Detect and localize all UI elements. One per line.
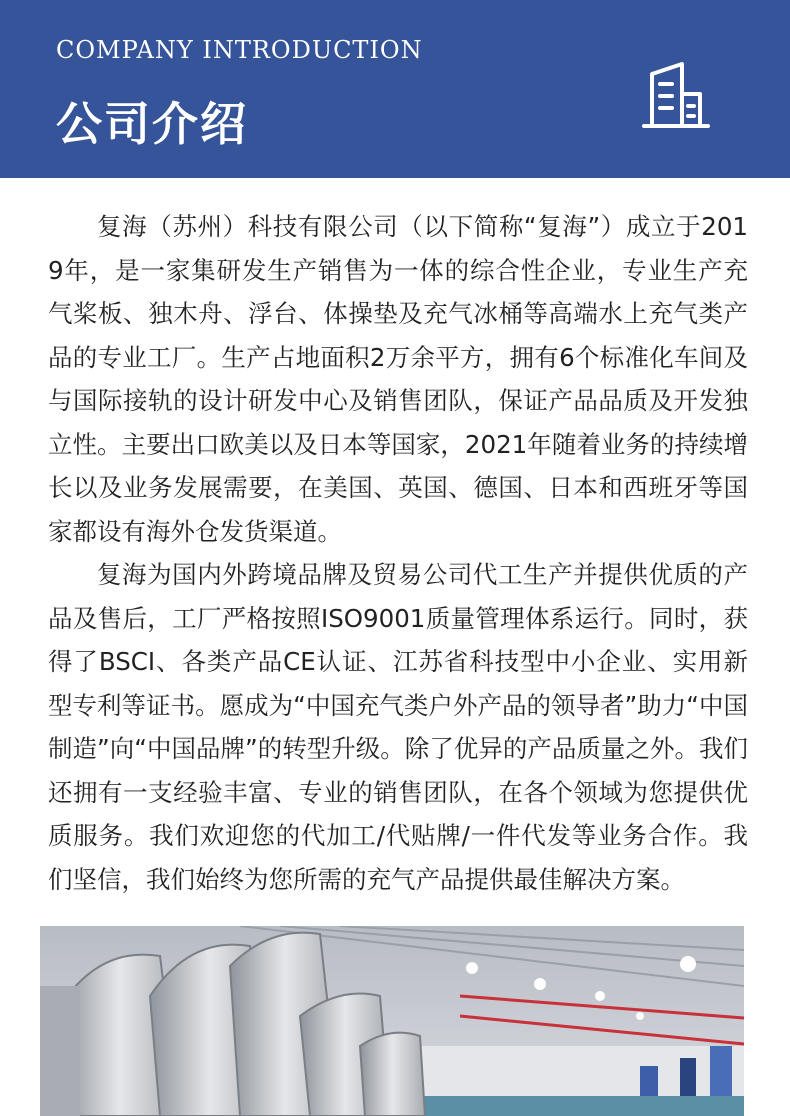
intro-paragraph-2: 复海为国内外跨境品牌及贸易公司代工生产并提供优质的产品及售后，工厂严格按照ISO9001质量管理体系运行。同时，获得了BSCI、各类产品CE认证、江苏省科技型中小企业、实用新型专利等证书。愿成为“中国充气类户外产品的领导者”助力“中国制造”向“中国品牌”的转型升级。除了优异的产品质量之外。我们还拥有一支经验丰富、专业的销售团队，在各个领域为您提供优质服务。我们欢迎您的代加工/代贴牌/一件代发等业务合作。我们坚信，我们始终为您所需的充气产品提供最佳解决方案。 — [48, 560, 748, 894]
building-icon — [638, 58, 712, 132]
intro-paragraph-1: 复海（苏州）科技有限公司（以下简称“复海”）成立于2019年，是一家集研发生产销售为一体的综合性企业，专业生产充气桨板、独木舟、浮台、体操垫及充气冰桶等高端水上充气类产品的专业工厂。生产占地面积2万余平方，拥有6个标准化车间及与国际接轨的设计研发中心及销售团队，保证产品品质及开发独立性。主要出口欧美以及日本等国家，2021年随着业务的持续增长以及业务发展需要，在美国、英国、德国、日本和西班牙等国家都设有海外仓发货渠道。 — [48, 212, 748, 546]
header-subtitle: COMPANY INTRODUCTION — [56, 36, 423, 64]
intro-content — [48, 205, 748, 901]
factory-photo-illustration — [40, 926, 744, 1116]
factory-photo — [40, 926, 744, 1116]
header-banner — [0, 0, 790, 178]
page-title: 公司介绍 — [56, 97, 248, 151]
